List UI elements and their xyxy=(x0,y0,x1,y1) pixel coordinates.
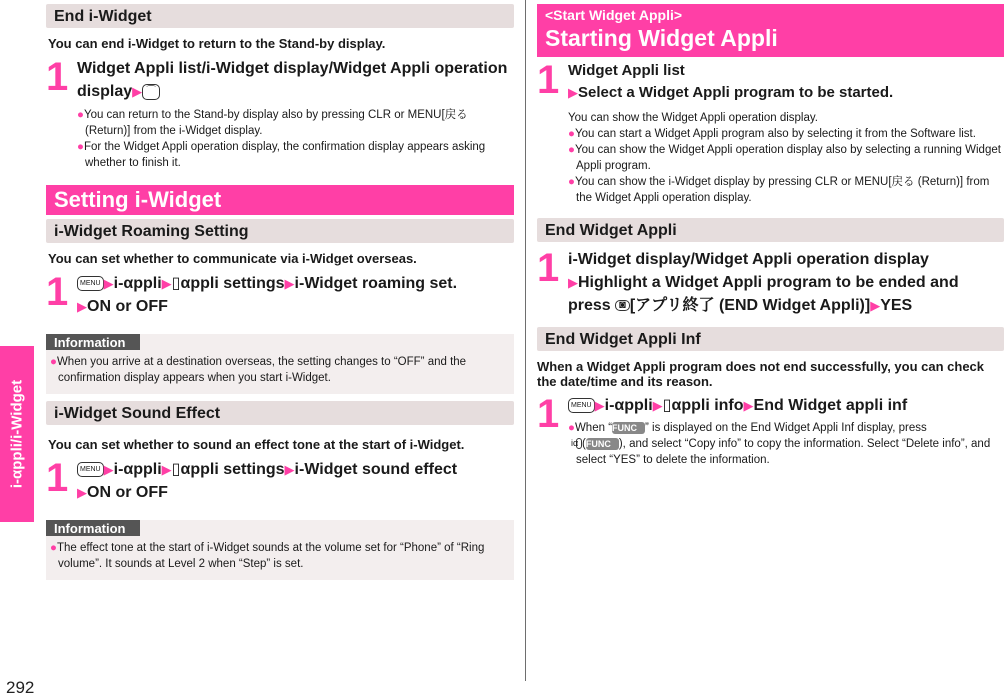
step-part: αppli settings xyxy=(180,461,285,478)
step-text: YES xyxy=(880,297,913,314)
end-inf-step: 1 MENU ▶i-αppli▶▯αppli info▶End Widget appli inf ●When “FUNC ” is displayed on the End Widget Appli Inf display, press iα (FUNC ), and select “Copy info” to copy the information. Select “Delete info”, and select “YES” to delete the information. xyxy=(537,392,991,466)
step-part: i-αppli xyxy=(113,461,162,478)
step-text: Select a Widget Appli program to be started. xyxy=(578,84,894,101)
arrow-right-icon: ▶ xyxy=(77,299,87,314)
setting-iwidget-header: Setting i-Widget xyxy=(46,185,514,215)
roaming-header: i-Widget Roaming Setting xyxy=(46,219,514,243)
column-divider xyxy=(525,0,526,681)
start-widget-header xyxy=(537,4,1004,57)
sound-intro: You can set whether to sound an effect tone at the start of i-Widget. xyxy=(48,437,465,452)
arrow-right-icon: ▶ xyxy=(743,398,754,413)
appli-icon: ▯ xyxy=(662,397,672,414)
step-part: i-αppli xyxy=(604,397,653,414)
step-text: Widget Appli list xyxy=(568,62,685,79)
sound-step xyxy=(46,458,514,504)
arrow-right-icon: ▶ xyxy=(132,84,143,99)
bullet: You can start a Widget Appli program also by selecting it from the Software list. xyxy=(574,128,976,140)
arrow-right-icon: ▶ xyxy=(284,462,295,477)
end-appli-inf-header: End Widget Appli Inf xyxy=(537,327,1004,351)
menu-key-icon: MENU xyxy=(568,398,595,413)
end-call-key-icon: ⌒ xyxy=(142,84,160,100)
bullet: You can return to the Stand-by display also by pressing CLR or MENU[戻る (Return)] from the i-Widget display. xyxy=(83,109,468,137)
step-part: αppli info xyxy=(671,397,744,414)
end-appli-header: End Widget Appli xyxy=(537,218,1004,242)
func-icon: FUNC xyxy=(612,422,645,434)
end-widget-step: 1 Widget Appli list/i-Widget display/Widget Appli operation display▶ ⌒ ●You can return to the Stand-by display also by pressing CLR or MENU[戻る (Return)] from the i-Widget display. ●For the Widget Appli operation display, the confirmation display appears asking whether to finish it. xyxy=(46,55,508,169)
info-label: Information xyxy=(46,520,140,536)
arrow-right-icon: ▶ xyxy=(568,275,578,290)
appli-icon: ▯ xyxy=(171,461,181,478)
step-part: End Widget appli inf xyxy=(753,397,908,414)
i-appli-key-icon: iα xyxy=(576,438,582,449)
info-box-roaming: Information ●When you arrive at a destination overseas, the setting changes to “OFF” and the confirmation display appears when you start i-Widget. xyxy=(46,334,514,394)
step-number: 1 xyxy=(537,246,560,290)
side-tab xyxy=(0,0,34,697)
arrow-right-icon: ▶ xyxy=(103,276,114,291)
roaming-step xyxy=(46,272,514,318)
arrow-right-icon: ▶ xyxy=(284,276,295,291)
start-para: You can show the Widget Appli operation display. xyxy=(568,112,818,124)
step-part: ON or OFF xyxy=(87,484,168,501)
bullet: You can show the i-Widget display by pressing CLR or MENU[戻る (Return)] from the Widget Appli operation display. xyxy=(574,176,990,204)
func-icon: FUNC xyxy=(586,438,619,450)
step-text: Highlight a Widget Appli program to be ended and xyxy=(578,274,959,291)
arrow-right-icon: ▶ xyxy=(594,398,605,413)
bullet-part: When “ xyxy=(574,422,613,434)
end-appli-step xyxy=(537,248,1004,317)
info-label: Information xyxy=(46,334,140,350)
step-number: 1 xyxy=(537,58,560,102)
start-widget-subtitle: <Start Widget Appli> xyxy=(545,7,683,23)
arrow-right-icon: ▶ xyxy=(161,462,172,477)
page-number: 292 xyxy=(6,678,35,697)
step-text: press xyxy=(568,297,611,314)
info-text: When you arrive at a destination overseas, the setting changes to “OFF” and the confirmation display appears when you start i-Widget. xyxy=(56,356,467,384)
bullet-part: ” is displayed on the End Widget Appli Inf display, press xyxy=(645,422,927,434)
arrow-right-icon: ▶ xyxy=(568,85,578,100)
arrow-right-icon: ▶ xyxy=(161,276,172,291)
end-inf-intro: When a Widget Appli program does not end successfully, you can check the date/time and its reason. xyxy=(537,359,985,389)
sound-header: i-Widget Sound Effect xyxy=(46,401,514,425)
step-part: i-Widget sound effect xyxy=(294,461,458,478)
start-widget-title: Starting Widget Appli xyxy=(545,25,778,51)
end-widget-intro: You can end i-Widget to return to the Stand-by display. xyxy=(48,36,386,51)
step-part: αppli settings xyxy=(180,275,285,292)
arrow-right-icon: ▶ xyxy=(77,485,87,500)
arrow-right-icon: ▶ xyxy=(652,398,663,413)
arrow-right-icon: ▶ xyxy=(103,462,114,477)
step-number: 1 xyxy=(46,270,69,314)
step-text: [アプリ終了 (END Widget Appli)] xyxy=(629,297,871,314)
info-box-sound: Information ●The effect tone at the start of i-Widget sounds at the volume set for “Phone” of “Ring volume”. It sounds at Level 2 when “Step” is set. xyxy=(46,520,514,580)
step-number: 1 xyxy=(46,55,69,99)
right-column xyxy=(537,0,1004,468)
step-text: Widget Appli list/i-Widget display/Widget Appli operation display xyxy=(77,60,508,100)
arrow-right-icon: ▶ xyxy=(870,298,881,313)
side-tab-label: i-αppli/i-Widget xyxy=(8,379,26,489)
step-number: 1 xyxy=(46,456,69,500)
roaming-intro: You can set whether to communicate via i-Widget overseas. xyxy=(48,251,417,266)
appli-icon: ▯ xyxy=(171,275,181,292)
step-part: i-Widget roaming set. xyxy=(294,275,458,292)
info-text: The effect tone at the start of i-Widget sounds at the volume set for “Phone” of “Ring volume”. It sounds at Level 2 when “Step” is set. xyxy=(56,542,485,570)
bullet: You can show the Widget Appli operation display also by selecting a running Widget Appli program. xyxy=(574,144,1001,172)
menu-key-icon: MENU xyxy=(77,276,104,291)
bullet: For the Widget Appli operation display, the confirmation display appears asking whether to finish it. xyxy=(83,141,486,169)
step-part: ON or OFF xyxy=(87,298,168,315)
end-widget-header: End i-Widget xyxy=(46,4,514,28)
menu-key-icon: MENU xyxy=(77,462,104,477)
start-step: 1 Widget Appli list ▶Select a Widget Appli program to be started. You can show the Widget Appli operation display. ●You can start a Widget Appli program also by selecting it from the Software list. ●You can show the Widget Appli operation display also by selecting a running Widget Appli program. ●You can show the i-Widget display by pressing CLR or MENU[戻る (Return)] from the Widget Appli operation display. xyxy=(537,60,1004,206)
step-number: 1 xyxy=(537,392,560,436)
left-column xyxy=(46,0,514,580)
camera-key-icon: ◙ xyxy=(615,300,630,311)
step-part: i-αppli xyxy=(113,275,162,292)
bullet-part: ), and select “Copy info” to copy the information. Select “Delete info”, and select “YES” to delete the information. xyxy=(576,438,991,466)
step-text: i-Widget display/Widget Appli operation display xyxy=(568,251,929,268)
